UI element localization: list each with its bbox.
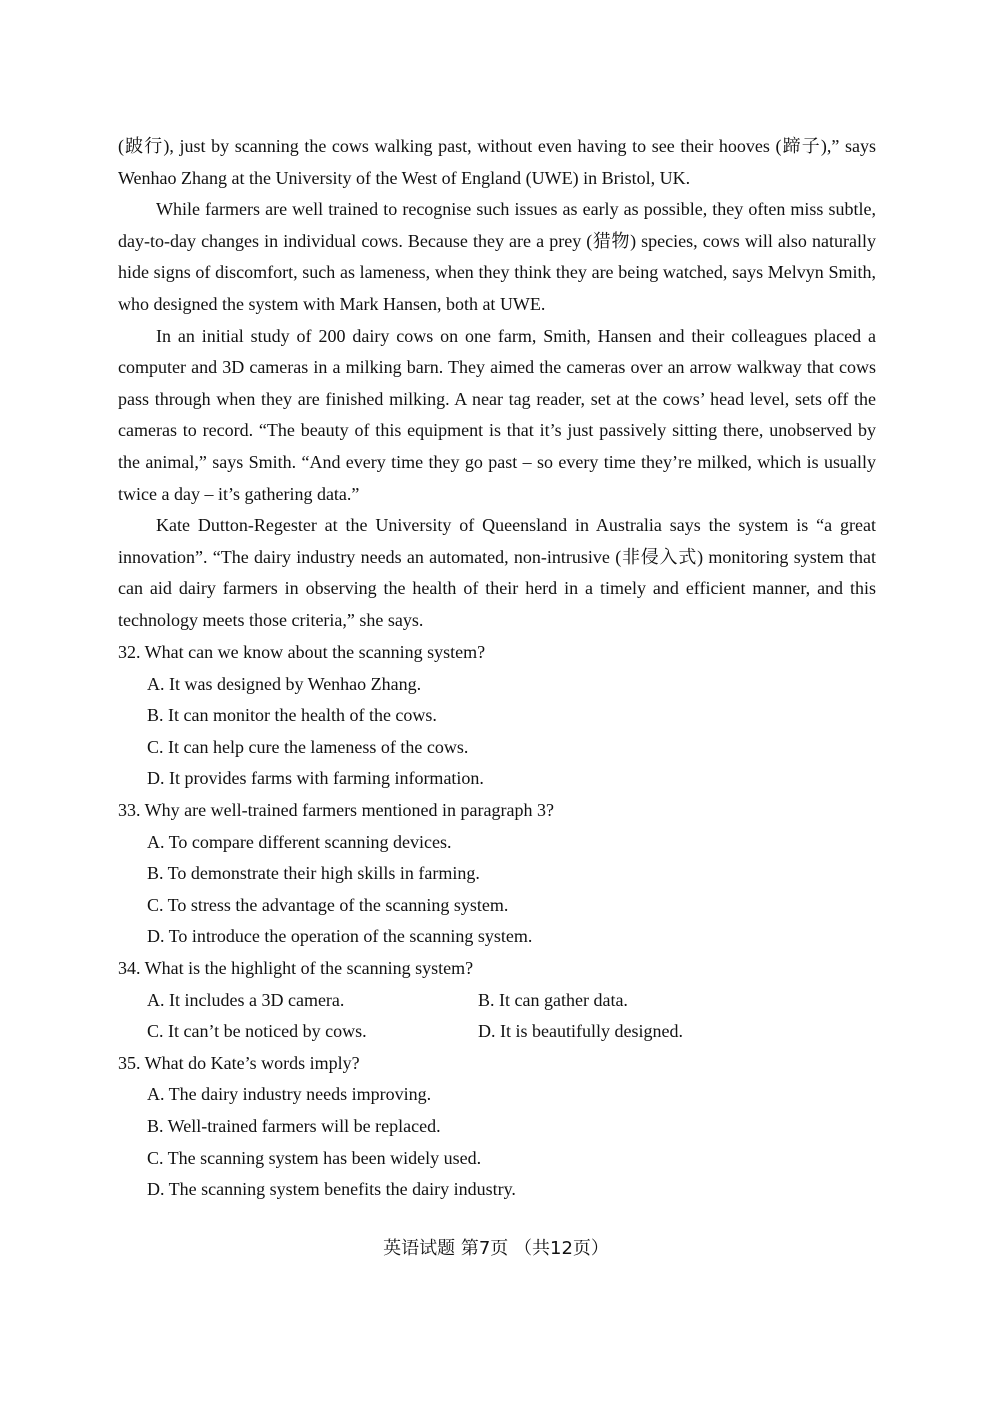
passage-paragraph: (跛行), just by scanning the cows walking past, without even having to see their hooves (蹄子),” says Wenhao Zhang at the University of the West of England (UWE) in Bristol, UK. bbox=[118, 136, 876, 188]
answer-options bbox=[118, 985, 876, 1048]
answer-option: B. Well-trained farmers will be replaced. bbox=[147, 1115, 441, 1136]
question bbox=[118, 953, 876, 1048]
answer-option: C. The scanning system has been widely used. bbox=[147, 1147, 482, 1168]
answer-option: C. To stress the advantage of the scanning system. bbox=[147, 894, 509, 915]
answer-option: A. It includes a 3D camera. bbox=[147, 989, 345, 1010]
answer-option: B. It can monitor the health of the cows. bbox=[147, 705, 437, 726]
passage-paragraph: In an initial study of 200 dairy cows on one farm, Smith, Hansen and their colleagues placed a computer and 3D cameras in a milking barn. They aimed the cameras over an arrow walkway that cows pass through when they are finished milking. A near tag reader, set at the cows’ head level, sets off the cameras to record. “The beauty of this equipment is that it’s just passively sitting there, unobserved by the animal,” says Smith. “And every time they go past – so every time they’re milked, which is usually twice a day – it’s gathering data.” bbox=[118, 325, 876, 504]
answer-option: C. It can help cure the lameness of the cows. bbox=[147, 736, 469, 757]
passage-paragraph: While farmers are well trained to recognise such issues as early as possible, they often miss subtle, day-to-day changes in individual cows. Because they are a prey (猎物) species, cows will also naturally hide signs of discomfort, such as lameness, when they think they are being watched, says Melvyn Smith, who designed the system with Mark Hansen, both at UWE. bbox=[118, 199, 876, 314]
question-stem: 33. Why are well-trained farmers mentioned in paragraph 3? bbox=[118, 799, 554, 820]
answer-option: B. To demonstrate their high skills in farming. bbox=[147, 863, 480, 884]
answer-options bbox=[118, 1079, 876, 1205]
question bbox=[118, 795, 876, 953]
question-stem: 32. What can we know about the scanning system? bbox=[118, 642, 486, 662]
answer-option: D. To introduce the operation of the scanning system. bbox=[147, 926, 533, 947]
answer-option: B. It can gather data. bbox=[478, 989, 628, 1010]
question bbox=[118, 637, 876, 795]
question-list bbox=[118, 637, 876, 1206]
reading-passage bbox=[118, 131, 876, 637]
answer-option: A. The dairy industry needs improving. bbox=[147, 1084, 432, 1105]
answer-option: A. It was designed by Wenhao Zhang. bbox=[147, 673, 422, 694]
answer-option: D. It is beautifully designed. bbox=[478, 1021, 683, 1042]
question bbox=[118, 1048, 876, 1206]
page-footer: 英语试题 第7页 （共12页） bbox=[383, 1238, 609, 1259]
answer-option: D. It provides farms with farming information. bbox=[147, 768, 484, 789]
question-stem: 34. What is the highlight of the scanning system? bbox=[118, 957, 474, 978]
answer-option: D. The scanning system benefits the dairy industry. bbox=[147, 1179, 516, 1200]
answer-option: C. It can’t be noticed by cows. bbox=[147, 1021, 367, 1042]
passage-paragraph: Kate Dutton-Regester at the University of Queensland in Australia says the system is “a great innovation”. “The dairy industry needs an automated, non-intrusive (非侵入式) monitoring system that can aid dairy farmers in observing the health of their herd in a timely and efficient manner, and this technology meets those criteria,” she says. bbox=[118, 515, 876, 630]
answer-option: A. To compare different scanning devices. bbox=[147, 831, 452, 852]
answer-options bbox=[118, 827, 876, 953]
answer-options bbox=[118, 669, 876, 795]
question-stem: 35. What do Kate’s words imply? bbox=[118, 1052, 360, 1073]
